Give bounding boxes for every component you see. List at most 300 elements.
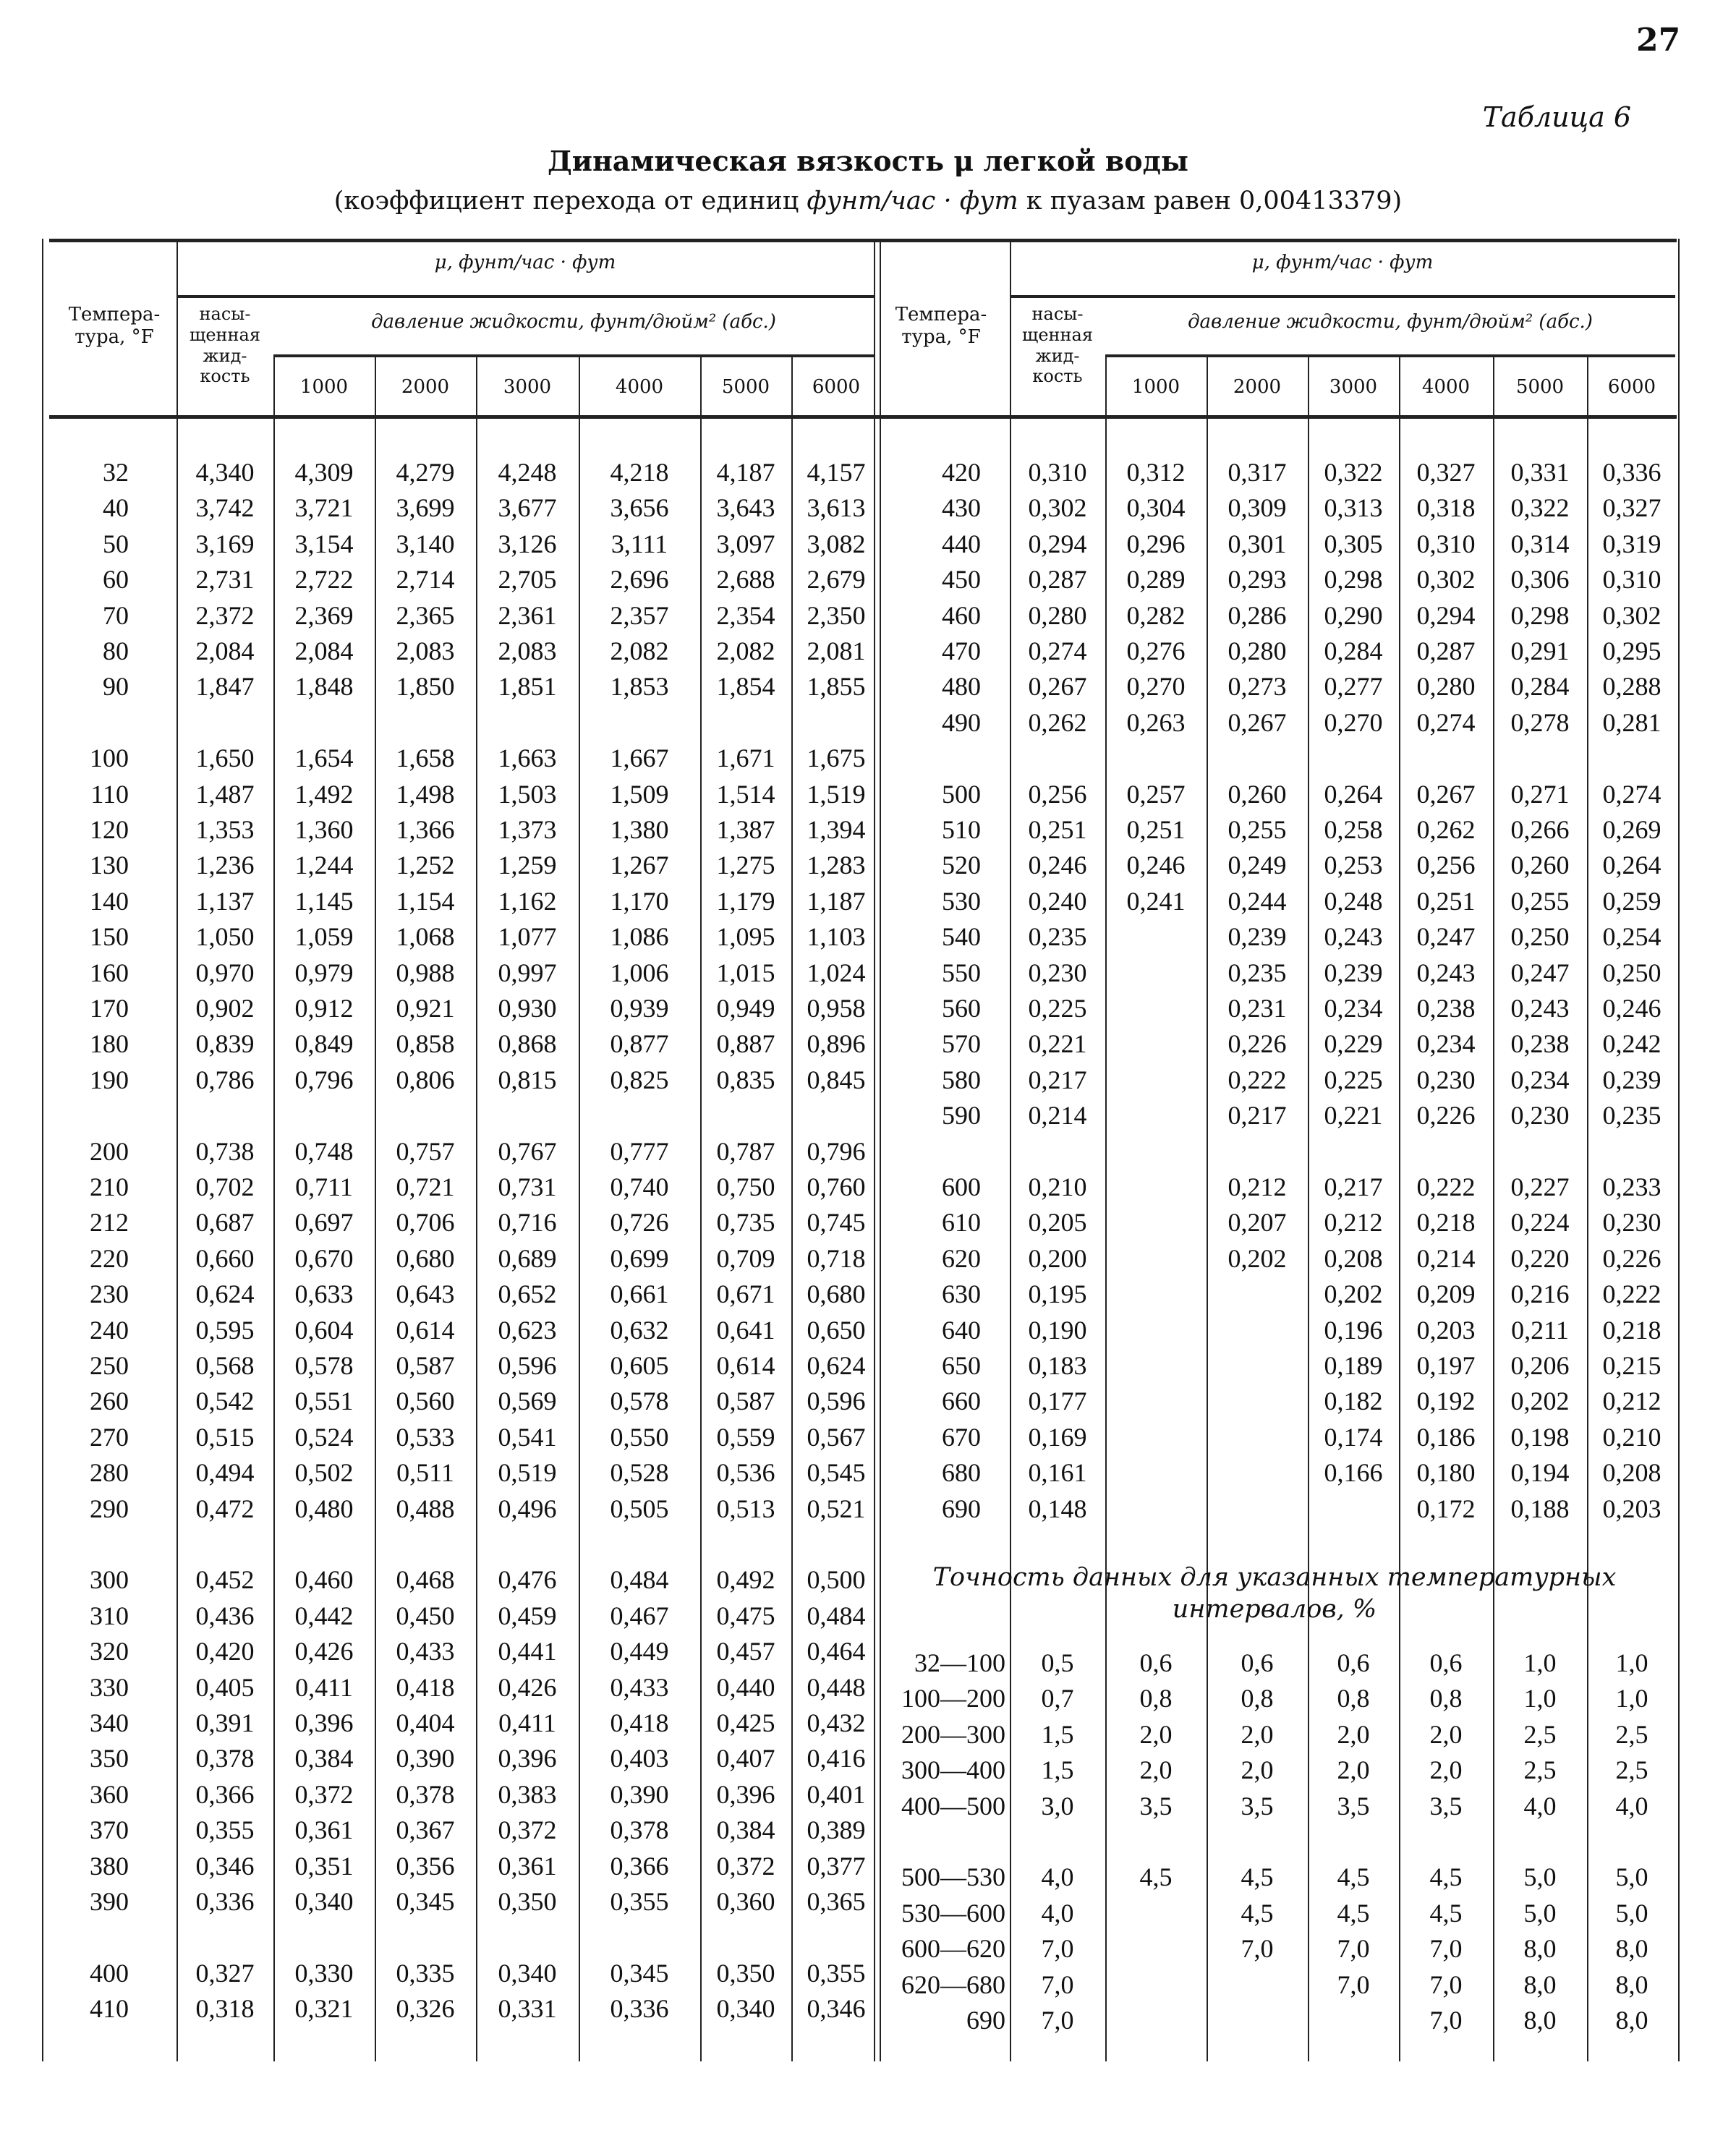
temperature-cell: 490: [942, 707, 981, 737]
subtitle-suffix: к пуазам равен 0,00413379): [1018, 187, 1403, 216]
value-cell: 0,314: [1510, 529, 1570, 558]
value-cell: 0,488: [396, 1494, 455, 1523]
temperature-cell: 430: [942, 493, 981, 523]
value-cell: 1,658: [396, 744, 455, 773]
right-mu-header: μ, фунт/час · фут: [1251, 252, 1434, 273]
table-row: [27, 493, 1678, 528]
value-cell: 0,806: [396, 1065, 455, 1094]
value-cell: 0,250: [1602, 958, 1661, 987]
value-cell: 0,186: [1416, 1422, 1476, 1452]
value-cell: 0,680: [396, 1243, 455, 1273]
pressure-header: 3000: [1329, 376, 1378, 398]
value-cell: 0,433: [396, 1637, 455, 1666]
value-cell: 0,267: [1416, 779, 1476, 809]
value-cell: 8,0: [1523, 1970, 1557, 1999]
right-saturated-header: насы- щенная жид- кость: [1022, 304, 1093, 387]
value-cell: 0,257: [1126, 779, 1186, 809]
value-cell: 1,492: [294, 779, 354, 809]
value-cell: 1,855: [807, 672, 866, 702]
value-cell: 2,705: [498, 565, 557, 595]
value-cell: 1,847: [195, 672, 255, 702]
value-cell: 0,280: [1028, 600, 1087, 630]
viscosity-table: [27, 239, 1678, 2061]
value-cell: 0,264: [1324, 779, 1383, 809]
value-cell: 0,243: [1510, 994, 1570, 1023]
value-cell: 8,0: [1615, 1970, 1648, 1999]
value-cell: 0,858: [396, 1029, 455, 1059]
temperature-cell: 130: [90, 851, 129, 880]
value-cell: 0,255: [1510, 886, 1570, 916]
value-cell: 0,366: [195, 1779, 255, 1809]
value-cell: 0,614: [396, 1315, 455, 1345]
value-cell: 8,0: [1615, 1934, 1648, 1964]
value-cell: 2,696: [610, 565, 669, 595]
value-cell: 0,484: [807, 1601, 866, 1630]
value-cell: 1,503: [498, 779, 557, 809]
page-number: 27: [1636, 22, 1681, 59]
value-cell: 0,661: [610, 1279, 669, 1309]
value-cell: 7,0: [1041, 2006, 1074, 2035]
temperature-cell: 620: [942, 1243, 981, 1273]
value-cell: 0,287: [1416, 636, 1476, 665]
value-cell: 0,384: [716, 1815, 775, 1845]
value-cell: 0,605: [610, 1351, 669, 1380]
accuracy-row: [27, 1683, 1678, 1719]
value-cell: 0,587: [716, 1387, 775, 1416]
value-cell: 0,255: [1227, 815, 1287, 844]
value-cell: 0,287: [1028, 565, 1087, 595]
value-cell: 0,750: [716, 1172, 775, 1201]
value-cell: 0,513: [716, 1494, 775, 1523]
value-cell: 0,215: [1602, 1351, 1661, 1380]
value-cell: 0,230: [1416, 1065, 1476, 1094]
temperature-cell: 250: [90, 1351, 129, 1380]
accuracy-title: Точность данных для указанных температурных интервалов, %: [932, 1563, 1617, 1624]
temperature-cell: 580: [942, 1065, 981, 1094]
value-cell: 0,326: [396, 1994, 455, 2024]
value-cell: 0,241: [1126, 886, 1186, 916]
value-cell: 0,721: [396, 1172, 455, 1201]
value-cell: 0,226: [1416, 1101, 1476, 1131]
value-cell: 1,671: [716, 744, 775, 773]
value-cell: 0,550: [610, 1422, 669, 1452]
value-cell: 0,264: [1602, 851, 1661, 880]
temperature-cell: 100: [90, 744, 129, 773]
pressure-header: 1000: [299, 376, 349, 398]
pressure-header: 1000: [1131, 376, 1180, 398]
value-cell: 3,140: [396, 529, 455, 558]
value-cell: 0,340: [498, 1958, 557, 1988]
value-cell: 0,203: [1416, 1315, 1476, 1345]
value-cell: 0,8: [1139, 1684, 1173, 1713]
value-cell: 3,169: [195, 529, 255, 558]
value-cell: 8,0: [1523, 1934, 1557, 1964]
value-cell: 0,403: [610, 1744, 669, 1774]
value-cell: 0,468: [396, 1565, 455, 1595]
value-cell: 0,217: [1227, 1101, 1287, 1131]
temperature-cell: 280: [90, 1458, 129, 1488]
value-cell: 0,247: [1510, 958, 1570, 987]
table-row: [27, 779, 1678, 814]
value-cell: 0,877: [610, 1029, 669, 1059]
value-cell: 0,643: [396, 1279, 455, 1309]
value-cell: 0,377: [807, 1851, 866, 1881]
temperature-cell: 630: [942, 1279, 981, 1309]
value-cell: 0,280: [1227, 636, 1287, 665]
temperature-cell: 460: [942, 600, 981, 630]
temperature-cell: 170: [90, 994, 129, 1023]
value-cell: 0,757: [396, 1136, 455, 1166]
value-cell: 2,083: [498, 636, 557, 665]
value-cell: 0,687: [195, 1208, 255, 1238]
temperature-cell: 290: [90, 1494, 129, 1523]
value-cell: 0,360: [716, 1887, 775, 1916]
value-cell: 2,0: [1429, 1719, 1463, 1749]
value-cell: 0,528: [610, 1458, 669, 1488]
value-cell: 0,317: [1227, 458, 1287, 487]
value-cell: 2,5: [1523, 1719, 1557, 1749]
page-subtitle: [0, 187, 1736, 216]
value-cell: 0,796: [807, 1136, 866, 1166]
value-cell: 0,449: [610, 1637, 669, 1666]
value-cell: 0,220: [1510, 1243, 1570, 1273]
pressure-header: 2000: [1233, 376, 1282, 398]
temperature-cell: 70: [103, 600, 129, 630]
value-cell: 0,480: [294, 1494, 354, 1523]
value-cell: 0,511: [396, 1458, 454, 1488]
value-cell: 0,302: [1602, 600, 1661, 630]
value-cell: 7,0: [1241, 1934, 1274, 1964]
value-cell: 2,0: [1337, 1755, 1370, 1785]
value-cell: 0,305: [1324, 529, 1383, 558]
value-cell: 2,081: [807, 636, 866, 665]
value-cell: 0,624: [807, 1351, 866, 1380]
value-cell: 0,270: [1324, 707, 1383, 737]
value-cell: 3,126: [498, 529, 557, 558]
left-mu-rule: [176, 295, 874, 298]
value-cell: 2,361: [498, 600, 557, 630]
value-cell: 0,267: [1028, 672, 1087, 702]
table-row: [27, 1207, 1678, 1243]
value-cell: 7,0: [1429, 1970, 1463, 1999]
value-cell: 0,306: [1510, 565, 1570, 595]
value-cell: 3,677: [498, 493, 557, 523]
value-cell: 2,5: [1615, 1719, 1648, 1749]
value-cell: 1,854: [716, 672, 775, 702]
value-cell: 0,689: [498, 1243, 557, 1273]
temperature-cell: 120: [90, 815, 129, 844]
value-cell: 0,467: [610, 1601, 669, 1630]
value-cell: 0,254: [1602, 922, 1661, 952]
value-cell: 0,260: [1227, 779, 1287, 809]
value-cell: 0,5: [1041, 1648, 1074, 1677]
table-row: [27, 1172, 1678, 1207]
temperature-cell: 570: [942, 1029, 981, 1059]
value-cell: 0,355: [807, 1958, 866, 1988]
value-cell: 0,670: [294, 1243, 354, 1273]
value-cell: 0,293: [1227, 565, 1287, 595]
value-cell: 0,310: [1602, 565, 1661, 595]
value-cell: 0,541: [498, 1422, 557, 1452]
table-row: [27, 993, 1678, 1029]
value-cell: 1,187: [807, 886, 866, 916]
value-cell: 1,366: [396, 815, 455, 844]
value-cell: 0,251: [1028, 815, 1087, 844]
value-cell: 0,148: [1028, 1494, 1087, 1523]
value-cell: 1,663: [498, 744, 557, 773]
temperature-cell: 420: [942, 458, 981, 487]
value-cell: 3,5: [1337, 1791, 1370, 1821]
left-mu-header: μ, фунт/час · фут: [434, 252, 616, 273]
value-cell: 0,680: [807, 1279, 866, 1309]
value-cell: 0,457: [716, 1637, 775, 1666]
value-cell: 0,266: [1510, 815, 1570, 844]
value-cell: 0,244: [1227, 886, 1287, 916]
value-cell: 0,188: [1510, 1494, 1570, 1523]
value-cell: 0,411: [498, 1708, 556, 1737]
temperature-cell: 240: [90, 1315, 129, 1345]
value-cell: 0,310: [1416, 529, 1476, 558]
value-cell: 0,596: [807, 1387, 866, 1416]
value-cell: 0,671: [716, 1279, 775, 1309]
value-cell: 0,502: [294, 1458, 354, 1488]
value-cell: 4,5: [1241, 1898, 1274, 1928]
temp-header-line1: Темпера-: [68, 304, 161, 325]
value-cell: 1,650: [195, 744, 255, 773]
value-cell: 2,5: [1523, 1755, 1557, 1785]
value-cell: 0,212: [1602, 1387, 1661, 1416]
value-cell: 0,290: [1324, 600, 1383, 630]
value-cell: 0,426: [294, 1637, 354, 1666]
value-cell: 3,0: [1041, 1791, 1074, 1821]
value-cell: 0,251: [1416, 886, 1476, 916]
value-cell: 4,0: [1615, 1791, 1648, 1821]
value-cell: 0,248: [1324, 886, 1383, 916]
value-cell: 4,279: [396, 458, 455, 487]
value-cell: 0,250: [1510, 922, 1570, 952]
value-cell: 1,170: [610, 886, 669, 916]
value-cell: 0,205: [1028, 1208, 1087, 1238]
value-cell: 0,267: [1227, 707, 1287, 737]
temperature-cell: 480: [942, 672, 981, 702]
value-cell: 0,234: [1416, 1029, 1476, 1059]
value-cell: 0,912: [294, 994, 354, 1023]
value-cell: 0,405: [195, 1672, 255, 1702]
value-cell: 0,234: [1510, 1065, 1570, 1094]
value-cell: 0,930: [498, 994, 557, 1023]
value-cell: 0,361: [294, 1815, 354, 1845]
temperature-cell: 650: [942, 1351, 981, 1380]
value-cell: 3,082: [807, 529, 866, 558]
temperature-cell: 80: [103, 636, 129, 665]
value-cell: 0,231: [1227, 994, 1287, 1023]
value-cell: 7,0: [1337, 1970, 1370, 1999]
value-cell: 0,196: [1324, 1315, 1383, 1345]
value-cell: 0,825: [610, 1065, 669, 1094]
value-cell: 0,243: [1416, 958, 1476, 987]
temperature-cell: 590: [942, 1101, 981, 1131]
value-cell: 0,208: [1324, 1243, 1383, 1273]
temperature-cell: 270: [90, 1422, 129, 1452]
value-cell: 3,699: [396, 493, 455, 523]
value-cell: 4,5: [1337, 1862, 1370, 1892]
value-cell: 4,5: [1429, 1862, 1463, 1892]
value-cell: 0,247: [1416, 922, 1476, 952]
value-cell: 0,484: [610, 1565, 669, 1595]
value-cell: 0,239: [1227, 922, 1287, 952]
value-cell: 1,0: [1523, 1684, 1557, 1713]
value-cell: 0,425: [716, 1708, 775, 1737]
value-cell: 4,0: [1041, 1862, 1074, 1892]
pressure-header: 2000: [401, 376, 450, 398]
value-cell: 0,221: [1324, 1101, 1383, 1131]
value-cell: 0,190: [1028, 1315, 1087, 1345]
value-cell: 0,578: [294, 1351, 354, 1380]
value-cell: 0,500: [807, 1565, 866, 1595]
value-cell: 0,230: [1510, 1101, 1570, 1131]
value-cell: 0,246: [1126, 851, 1186, 880]
accuracy-row: [27, 1898, 1678, 1933]
temperature-cell: 190: [90, 1065, 129, 1094]
value-cell: 0,748: [294, 1136, 354, 1166]
table-row: [27, 921, 1678, 957]
value-cell: 0,210: [1028, 1172, 1087, 1201]
value-cell: 2,082: [716, 636, 775, 665]
temperature-cell: 220: [90, 1243, 129, 1273]
value-cell: 1,519: [807, 779, 866, 809]
value-cell: 1,024: [807, 958, 866, 987]
value-cell: 0,496: [498, 1494, 557, 1523]
table-row: [27, 1136, 1678, 1172]
value-cell: 7,0: [1429, 1934, 1463, 1964]
value-cell: 1,283: [807, 851, 866, 880]
temperature-cell: 470: [942, 636, 981, 665]
value-cell: 0,322: [1510, 493, 1570, 523]
value-cell: 0,230: [1028, 958, 1087, 987]
value-cell: 1,514: [716, 779, 775, 809]
page-title: Динамическая вязкость μ легкой воды: [548, 145, 1188, 177]
value-cell: 7,0: [1429, 2006, 1463, 2035]
temperature-cell: 180: [90, 1029, 129, 1059]
table-row: [27, 1350, 1678, 1386]
value-cell: 1,853: [610, 672, 669, 702]
value-cell: 7,0: [1337, 1934, 1370, 1964]
value-cell: 0,253: [1324, 851, 1383, 880]
table-row: [27, 636, 1678, 671]
accuracy-row: [27, 1755, 1678, 1790]
value-cell: 0,210: [1602, 1422, 1661, 1452]
value-cell: 0,239: [1602, 1065, 1661, 1094]
table-row: [27, 564, 1678, 600]
column-rule: [1678, 239, 1680, 2061]
value-cell: 0,997: [498, 958, 557, 987]
value-cell: 0,365: [807, 1887, 866, 1916]
temperature-cell: 320: [90, 1637, 129, 1666]
value-cell: 0,298: [1510, 600, 1570, 630]
value-cell: 0,420: [195, 1637, 255, 1666]
value-cell: 0,367: [396, 1815, 455, 1845]
value-cell: 0,614: [716, 1351, 775, 1380]
value-cell: 0,298: [1324, 565, 1383, 595]
value-cell: 1,0: [1523, 1648, 1557, 1677]
right-mu-rule: [1010, 295, 1675, 298]
temperature-cell: 370: [90, 1815, 129, 1845]
value-cell: 1,5: [1041, 1755, 1074, 1785]
temperature-cell: 32: [103, 458, 129, 487]
temperature-cell: 530—600: [901, 1898, 1005, 1928]
value-cell: 0,281: [1602, 707, 1661, 737]
value-cell: 0,346: [807, 1994, 866, 2024]
value-cell: 0,218: [1602, 1315, 1661, 1345]
table-row: [27, 1494, 1678, 1529]
value-cell: 0,212: [1227, 1172, 1287, 1201]
temp-header-line2: тура, °F: [75, 326, 154, 349]
value-cell: 0,312: [1126, 458, 1186, 487]
value-cell: 0,259: [1602, 886, 1661, 916]
table-row: [27, 671, 1678, 707]
value-cell: 0,361: [498, 1851, 557, 1881]
value-cell: 0,222: [1416, 1172, 1476, 1201]
value-cell: 0,291: [1510, 636, 1570, 665]
value-cell: 1,654: [294, 744, 354, 773]
value-cell: 1,252: [396, 851, 455, 880]
value-cell: 0,225: [1324, 1065, 1383, 1094]
value-cell: 0,206: [1510, 1351, 1570, 1380]
value-cell: 0,221: [1028, 1029, 1087, 1059]
value-cell: 0,197: [1416, 1351, 1476, 1380]
value-cell: 0,202: [1227, 1243, 1287, 1273]
value-cell: 0,633: [294, 1279, 354, 1309]
left-saturated-header: насы- щенная жид- кость: [190, 304, 260, 387]
subtitle-unit: фунт/час · фут: [807, 187, 1018, 216]
value-cell: 0,242: [1602, 1029, 1661, 1059]
value-cell: 0,274: [1602, 779, 1661, 809]
value-cell: 3,5: [1241, 1791, 1274, 1821]
value-cell: 0,6: [1337, 1648, 1370, 1677]
value-cell: 0,294: [1416, 600, 1476, 630]
temperature-cell: 350: [90, 1744, 129, 1774]
accuracy-row: [27, 1791, 1678, 1826]
temperature-cell: 32—100: [914, 1648, 1005, 1677]
value-cell: 0,246: [1602, 994, 1661, 1023]
value-cell: 0,372: [498, 1815, 557, 1845]
table-row: [27, 1457, 1678, 1493]
temperature-cell: 300: [90, 1565, 129, 1595]
value-cell: 0,319: [1602, 529, 1661, 558]
value-cell: 0,902: [195, 994, 255, 1023]
value-cell: 0,194: [1510, 1458, 1570, 1488]
value-cell: 0,433: [610, 1672, 669, 1702]
value-cell: 0,731: [498, 1172, 557, 1201]
value-cell: 8,0: [1615, 2006, 1648, 2035]
value-cell: 2,0: [1337, 1719, 1370, 1749]
value-cell: 0,559: [716, 1422, 775, 1452]
value-cell: 2,372: [195, 600, 255, 630]
value-cell: 0,401: [807, 1779, 866, 1809]
value-cell: 0,921: [396, 994, 455, 1023]
table-row: [27, 1315, 1678, 1350]
value-cell: 1,498: [396, 779, 455, 809]
value-cell: 0,623: [498, 1315, 557, 1345]
value-cell: 0,979: [294, 958, 354, 987]
value-cell: 0,716: [498, 1208, 557, 1238]
temperature-cell: 390: [90, 1887, 129, 1916]
value-cell: 0,302: [1416, 565, 1476, 595]
temperature-cell: 60: [103, 565, 129, 595]
value-cell: 1,059: [294, 922, 354, 952]
value-cell: 0,796: [294, 1065, 354, 1094]
value-cell: 1,095: [716, 922, 775, 952]
